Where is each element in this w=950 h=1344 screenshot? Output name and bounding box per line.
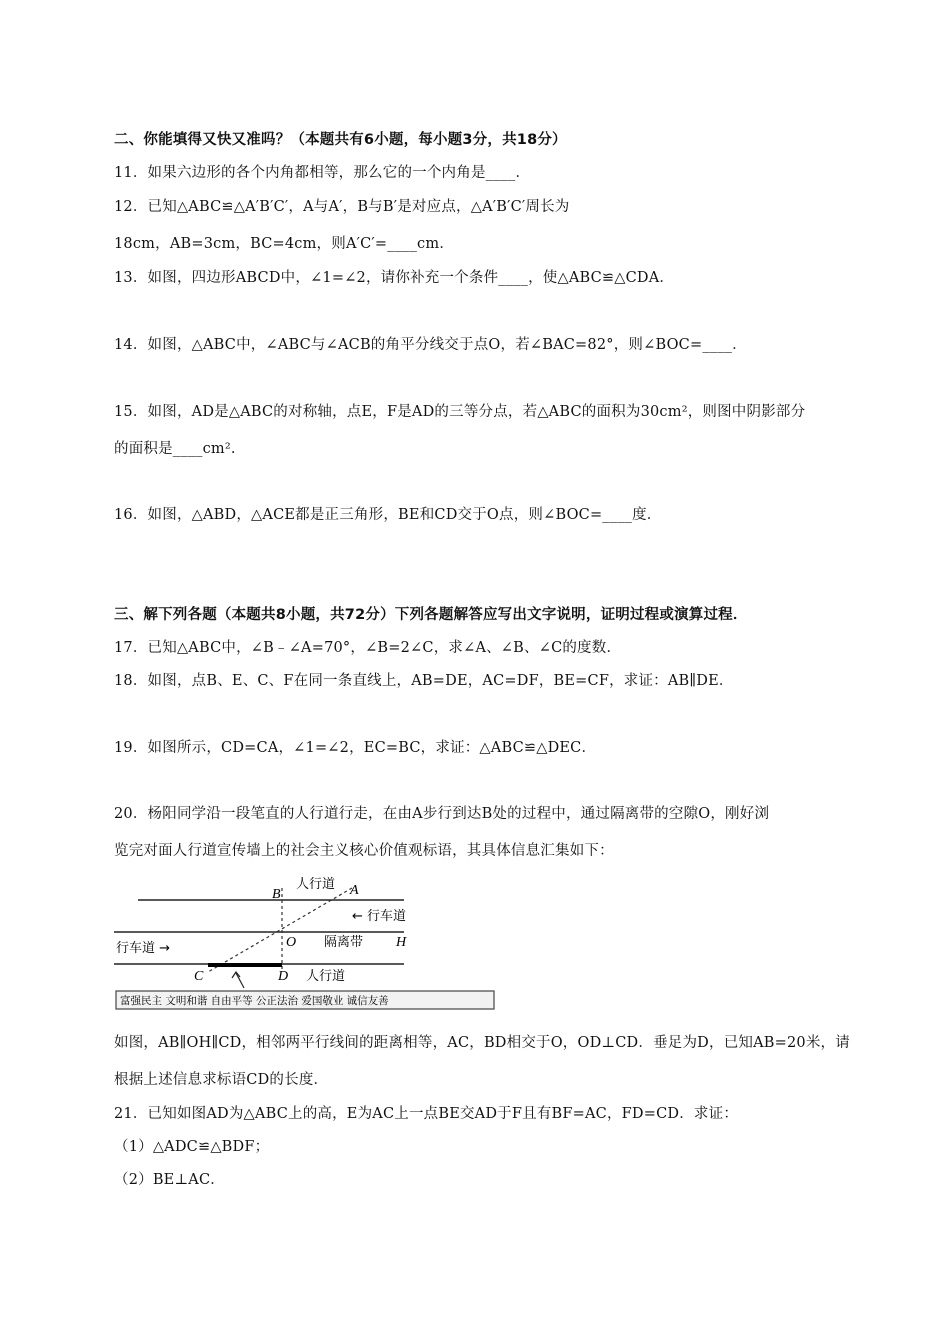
question-11: 11．如果六边形的各个内角都相等，那么它的一个内角是____． bbox=[114, 165, 531, 181]
question-21-item-1: （1）△ADC≌△BDF； bbox=[114, 1139, 270, 1155]
median-label: 隔离带 bbox=[324, 935, 364, 950]
question-16: 16．如图，△ABD，△ACE都是正三角形，BE和CD交于O点，则∠BOC=____度． bbox=[114, 507, 662, 523]
question-20-line-3: 如图，AB∥OH∥CD，相邻两平行线间的距离相等，AC，BD相交于O，OD⊥CD．垂足为D，已知AB=20米，请 bbox=[114, 1035, 850, 1051]
section-2-heading: 二、你能填得又快又准吗？（本题共有6小题，每小题3分，共18分） bbox=[114, 132, 567, 148]
label-h: H bbox=[396, 935, 407, 950]
question-12-line-1: 12．已知△ABC≌△A′B′C′，A与A′，B与B′是对应点，△A′B′C′周长为 bbox=[114, 199, 570, 215]
question-21-item-2: （2）BE⊥AC． bbox=[114, 1172, 225, 1188]
question-15-line-2: 的面积是____cm². bbox=[114, 441, 236, 457]
bottom-sidewalk-label: 人行道 bbox=[306, 969, 346, 984]
label-a: A bbox=[350, 883, 359, 898]
label-o: O bbox=[286, 935, 297, 950]
question-20-figure bbox=[114, 872, 498, 1012]
question-20-line-2: 览完对面人行道宣传墙上的社会主义核心价值观标语，其具体信息汇集如下： bbox=[114, 843, 614, 859]
question-19: 19．如图所示，CD=CA，∠1=∠2，EC=BC，求证：△ABC≌△DEC． bbox=[114, 740, 597, 756]
question-12-line-2: 18cm，AB=3cm，BC=4cm，则A′C′=____cm． bbox=[114, 236, 455, 252]
question-20-line-4: 根据上述信息求标语CD的长度． bbox=[114, 1072, 329, 1088]
question-17: 17．已知△ABC中，∠B﹣∠A=70°，∠B=2∠C，求∠A、∠B、∠C的度数． bbox=[114, 640, 622, 656]
question-21-line-1: 21．已知如图AD为△ABC上的高，E为AC上一点BE交AD于F且有BF=AC，FD=CD．求证： bbox=[114, 1106, 739, 1122]
question-15-line-1: 15．如图，AD是△ABC的对称轴，点E，F是AD的三等分点，若△ABC的面积为30cm²，则图中阴影部分 bbox=[114, 404, 806, 420]
question-18: 18．如图，点B、E、C、F在同一条直线上，AB=DE，AC=DF，BE=CF，求证：AB∥DE． bbox=[114, 673, 734, 689]
question-13: 13．如图，四边形ABCD中，∠1=∠2，请你补充一个条件____，使△ABC≌△CDA． bbox=[114, 270, 675, 286]
label-c: C bbox=[194, 969, 204, 984]
section-3-heading: 三、解下列各题（本题共8小题，共72分）下列各题解答应写出文字说明，证明过程或演算过程． bbox=[114, 607, 748, 623]
lane-left-label: 行车道 → bbox=[116, 941, 171, 956]
pointer-arrow bbox=[236, 973, 244, 988]
top-sidewalk-label: 人行道 bbox=[296, 877, 336, 892]
lane-right-label: ← 行车道 bbox=[352, 909, 407, 924]
label-b: B bbox=[272, 887, 281, 902]
question-14: 14．如图，△ABC中，∠ABC与∠ACB的角平分线交于点O，若∠BAC=82°，则∠BOC=____． bbox=[114, 337, 747, 353]
label-d: D bbox=[278, 969, 289, 984]
slogan-text: 富强民主 文明和谐 自由平等 公正法治 爱国敬业 诚信友善 bbox=[120, 995, 389, 1007]
question-20-line-1: 20．杨阳同学沿一段笔直的人行道行走，在由A步行到达B处的过程中，通过隔离带的空隙O，刚好浏 bbox=[114, 806, 770, 822]
